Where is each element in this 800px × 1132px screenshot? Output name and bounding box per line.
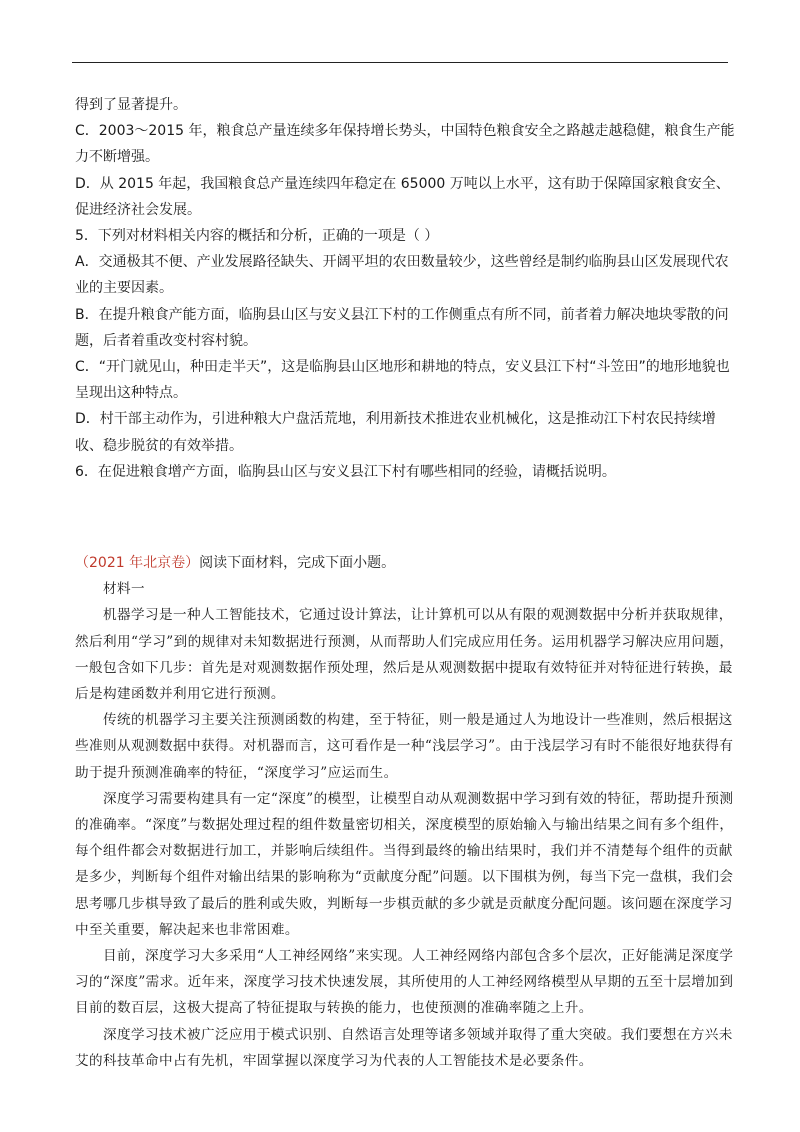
reading-intro: [75, 550, 735, 576]
option-b: B．在提升粮食产能方面，临朐县山区与安义县江下村的工作侧重点有所不同，前者着力解决地块零散的问题，后者着重改变村容村貌。: [75, 306, 729, 349]
option-a: A．交通极其不便、产业发展路径缺失、开阔平坦的农田数量较少，这些曾经是制约临朐县山区发展现代农业的主要因素。: [75, 254, 729, 297]
material-text: [75, 576, 735, 1074]
question-block: [75, 92, 735, 485]
text-line: 得到了显著提升。: [75, 97, 187, 113]
question-6: 6．在促进粮食增产方面，临朐县山区与安义县江下村有哪些相同的经验，请概括说明。: [75, 463, 616, 480]
paragraph: 目前，深度学习大多采用“人工神经网络”来实现。人工神经网络内部包含多个层次，正好能满足深度学习的“深度”需求。近年来，深度学习技术快速发展，其所使用的人工神经网络模型从早期的五至十层增加到目前的数百层，这极大提高了特征提取与转换的能力，也使预测的准确率随之上升。: [75, 948, 734, 1017]
source-label: （2021 年北京卷）: [75, 555, 200, 571]
paragraph: 深度学习技术被广泛应用于模式识别、自然语言处理等诸多领域并取得了重大突破。我们要想在方兴未艾的科技革命中占有先机，牢固掌握以深度学习为代表的人工智能技术是必要条件。: [75, 1026, 733, 1069]
paragraph: 传统的机器学习主要关注预测函数的构建，至于特征，则一般是通过人为地设计一些准则，然后根据这些准则从观测数据中获得。对机器而言，这可看作是一种“浅层学习”。由于浅层学习有时不能很好地获得有助于提升预测准确率的特征，“深度学习”应运而生。: [75, 712, 734, 781]
paragraph: 深度学习需要构建具有一定“深度”的模型，让模型自动从观测数据中学习到有效的特征，帮助提升预测的准确率。“深度”与数据处理过程的组件数量密切相关，深度模型的原始输入与输出结果之间有多个组件，每个组件都会对数据进行加工，并影响后续组件。当得到最终的输出结果时，我们并不清楚每个组件的贡献是多少，判断每个组件对输出结果的影响称为“贡献度分配”问题。以下围棋为例，每当下完一盘棋，我们会思考哪几步棋导致了最后的胜利或失败，判断每一步棋贡献的多少就是贡献度分配问题。该问题在深度学习中至关重要，解决起来也非常困难。: [75, 790, 734, 938]
reading-block: [75, 550, 735, 1074]
question-5: 5．下列对材料相关内容的概括和分析，正确的一项是（ ）: [75, 228, 439, 245]
option-c: C．2003～2015 年，粮食总产量连续多年保持增长势头，中国特色粮食安全之路越走越稳健，粮食生产能力不断增强。: [75, 123, 735, 166]
material-title: 材料一: [103, 581, 145, 598]
option-d: D．村干部主动作为，引进种粮大户盘活荒地，利用新技术推进农业机械化，这是推动江下村农民持续增收、稳步脱贫的有效举措。: [75, 411, 716, 454]
option-c: C．“开门就见山，种田走半天”，这是临朐县山区地形和耕地的特点，安义县江下村“斗笠田”的地形地貌也呈现出这种特点。: [75, 359, 730, 402]
option-d: D．从 2015 年起，我国粮食总产量连续四年稳定在 65000 万吨以上水平，这有助于保障国家粮食安全、促进经济社会发展。: [75, 175, 730, 218]
header-rule: [72, 62, 728, 63]
paragraph: 机器学习是一种人工智能技术，它通过设计算法，让计算机可以从有限的观测数据中分析并获取规律，然后利用“学习”到的规律对未知数据进行预测，从而帮助人们完成应用任务。运用机器学习解决应用问题，一般包含如下几步：首先是对观测数据作预处理，然后是从观测数据中提取有效特征并对特征进行转换，最后是构建函数并利用它进行预测。: [75, 607, 734, 703]
instruction-text: 阅读下面材料，完成下面小题。: [199, 555, 396, 571]
